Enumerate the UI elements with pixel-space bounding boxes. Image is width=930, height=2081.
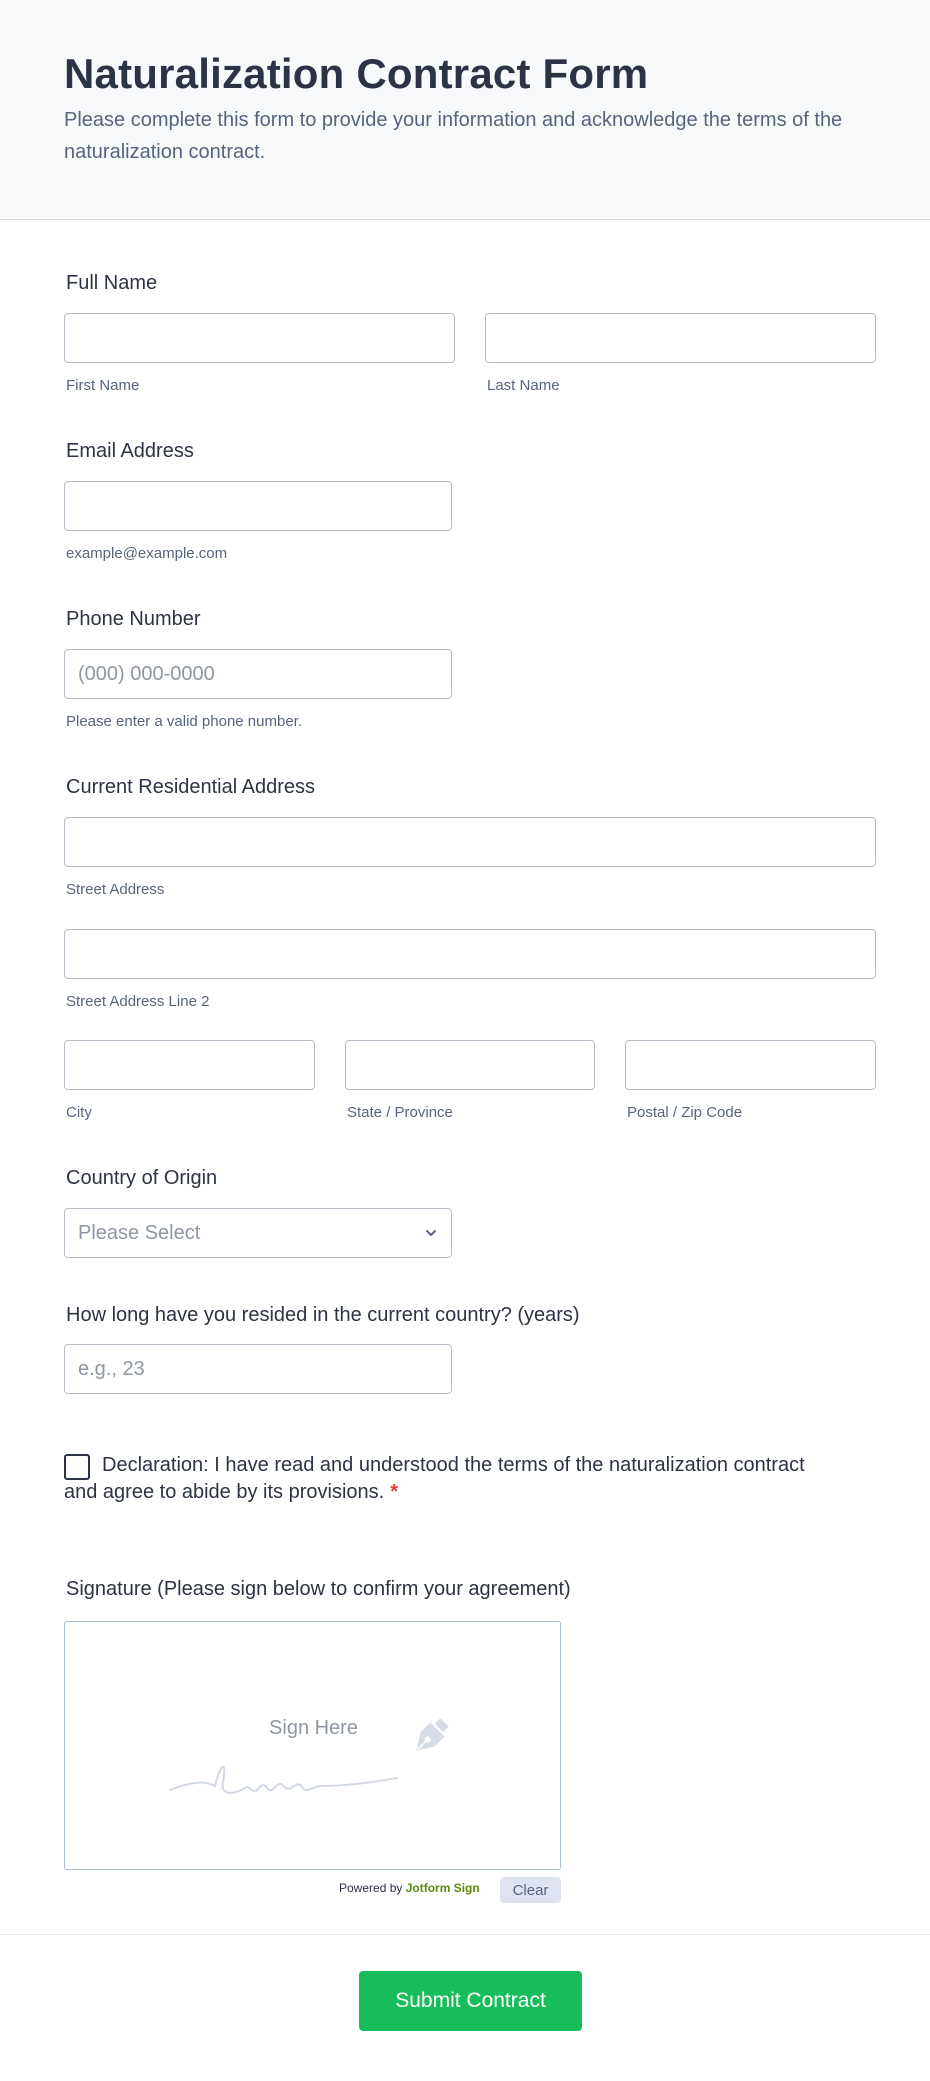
- signature-label: Signature (Please sign below to confirm your agreement): [66, 1578, 571, 1600]
- first-name-sublabel: First Name: [66, 377, 140, 394]
- zip-sublabel: Postal / Zip Code: [627, 1104, 743, 1121]
- jotform-sign-brand: Jotform Sign: [405, 1881, 480, 1895]
- first-name-input[interactable]: [64, 313, 455, 363]
- state-input[interactable]: [345, 1040, 595, 1090]
- form-description: Please complete this form to provide your information and acknowledge the terms of the naturalization contract.: [64, 109, 843, 163]
- clear-signature-button[interactable]: Clear: [500, 1877, 561, 1903]
- city-sublabel: City: [66, 1104, 92, 1121]
- declaration-label: [64, 1452, 824, 1506]
- residence-label: How long have you resided in the current country? (years): [66, 1304, 580, 1326]
- phone-label: Phone Number: [66, 608, 201, 630]
- street-address-sublabel: Street Address: [66, 881, 165, 898]
- email-label: Email Address: [66, 440, 194, 462]
- state-sublabel: State / Province: [347, 1104, 453, 1121]
- form-header: [0, 0, 930, 220]
- last-name-input[interactable]: [485, 313, 876, 363]
- phone-sublabel: Please enter a valid phone number.: [66, 713, 302, 730]
- phone-input[interactable]: [64, 649, 452, 699]
- full-name-label: Full Name: [66, 272, 158, 294]
- zip-input[interactable]: [625, 1040, 876, 1090]
- footer-divider: [0, 1934, 930, 1935]
- pen-nib-icon: [405, 1714, 453, 1762]
- email-sublabel: example@example.com: [66, 545, 228, 562]
- residence-years-input[interactable]: [64, 1344, 452, 1394]
- country-select-value: Please Select: [78, 1221, 201, 1244]
- street-address-input[interactable]: [64, 817, 876, 867]
- city-input[interactable]: [64, 1040, 315, 1090]
- country-select[interactable]: [64, 1208, 452, 1258]
- signature-placeholder: Sign Here: [269, 1717, 358, 1739]
- street-address-line2-sublabel: Street Address Line 2: [66, 993, 210, 1010]
- country-label: Country of Origin: [66, 1167, 218, 1189]
- submit-button[interactable]: Submit Contract: [359, 1971, 582, 2031]
- address-label: Current Residential Address: [66, 776, 316, 798]
- powered-by-label: Powered by: [339, 1881, 403, 1895]
- street-address-line2-input[interactable]: [64, 929, 876, 979]
- form-title: Naturalization Contract Form: [64, 50, 649, 97]
- declaration-text: Declaration: I have read and understood the terms of the naturalization contract and agree to abide by its provisions.: [64, 1454, 805, 1503]
- signature-pad[interactable]: [64, 1621, 561, 1870]
- chevron-down-icon: [424, 1226, 438, 1240]
- powered-by-text: [339, 1881, 480, 1895]
- required-mark: *: [390, 1481, 398, 1503]
- last-name-sublabel: Last Name: [487, 377, 560, 394]
- email-input[interactable]: [64, 481, 452, 531]
